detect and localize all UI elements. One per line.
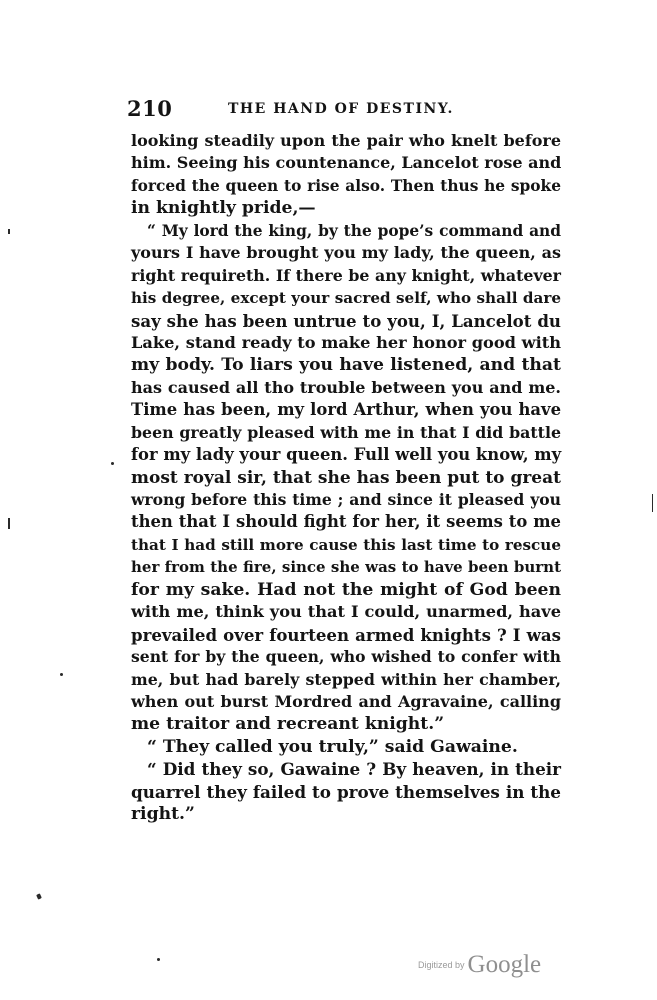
- text-line: “ My lord the king, by the pope’s command and: [147, 221, 561, 240]
- text-line: that I had still more cause this last time to rescue: [131, 535, 561, 554]
- text-line: right requireth. If there be any knight, whatever: [131, 265, 561, 285]
- text-line: him. Seeing his countenance, Lancelot rose and: [131, 153, 562, 173]
- scan-speck: [36, 893, 42, 899]
- body-text: [131, 130, 561, 826]
- text-line: has caused all tho trouble between you and me.: [131, 377, 561, 397]
- text-line: quarrel they failed to prove themselves in the: [131, 781, 561, 802]
- text-line: in knightly pride,—: [131, 198, 316, 219]
- text-line: forced the queen to rise also. Then thus he spoke: [131, 176, 561, 195]
- scan-speck: [60, 673, 63, 676]
- text-line: me, but had barely stepped within her chamber,: [131, 669, 561, 689]
- text-line: Time has been, my lord Arthur, when you have: [131, 400, 561, 420]
- text-line: most royal sir, that she has been put to great: [131, 467, 561, 488]
- watermark-prefix: Digitized by: [418, 960, 465, 970]
- text-line: yours I have brought you my lady, the queen, as: [131, 243, 561, 263]
- text-line: “ Did they so, Gawaine ? By heaven, in their: [147, 759, 561, 780]
- scan-speck: [111, 462, 114, 465]
- google-logo: Google: [467, 951, 542, 978]
- scan-speck: [652, 494, 653, 512]
- digitized-by-google-watermark: [418, 951, 541, 979]
- text-line: sent for by the queen, who wished to confer with: [131, 647, 561, 667]
- page-number: 210: [127, 96, 173, 121]
- text-line: wrong before this time ; and since it pleased you: [131, 490, 561, 509]
- text-line: looking steadily upon the pair who knelt before: [131, 131, 561, 150]
- text-line: her from the fire, since she was to have been burnt: [131, 558, 561, 577]
- text-line: with me, think you that I could, unarmed, have: [131, 602, 561, 622]
- text-line: for my lady your queen. Full well you know, my: [131, 445, 562, 465]
- text-line: “ They called you truly,” said Gawaine.: [147, 736, 518, 757]
- text-line: when out burst Mordred and Agravaine, calling: [131, 691, 561, 711]
- running-head: THE HAND OF DESTINY.: [228, 101, 454, 117]
- text-line: my body. To liars you have listened, and that: [131, 355, 561, 376]
- text-line: his degree, except your sacred self, who shall dare: [131, 289, 561, 308]
- text-line: for my sake. Had not the might of God been: [131, 579, 561, 600]
- text-line: me traitor and recreant knight.”: [131, 714, 445, 735]
- text-line: Lake, stand ready to make her honor good with: [131, 332, 561, 352]
- scan-speck: [157, 958, 160, 961]
- text-line: prevailed over fourteen armed knights ? I was: [131, 624, 561, 645]
- text-line: then that I should fight for her, it seems to me: [131, 512, 561, 532]
- scan-speck: [8, 229, 10, 234]
- text-line: been greatly pleased with me in that I did battle: [131, 422, 561, 442]
- text-line: say she has been untrue to you, I, Lancelot du: [131, 310, 561, 331]
- text-line: right.”: [131, 804, 195, 825]
- scan-speck: [8, 518, 10, 529]
